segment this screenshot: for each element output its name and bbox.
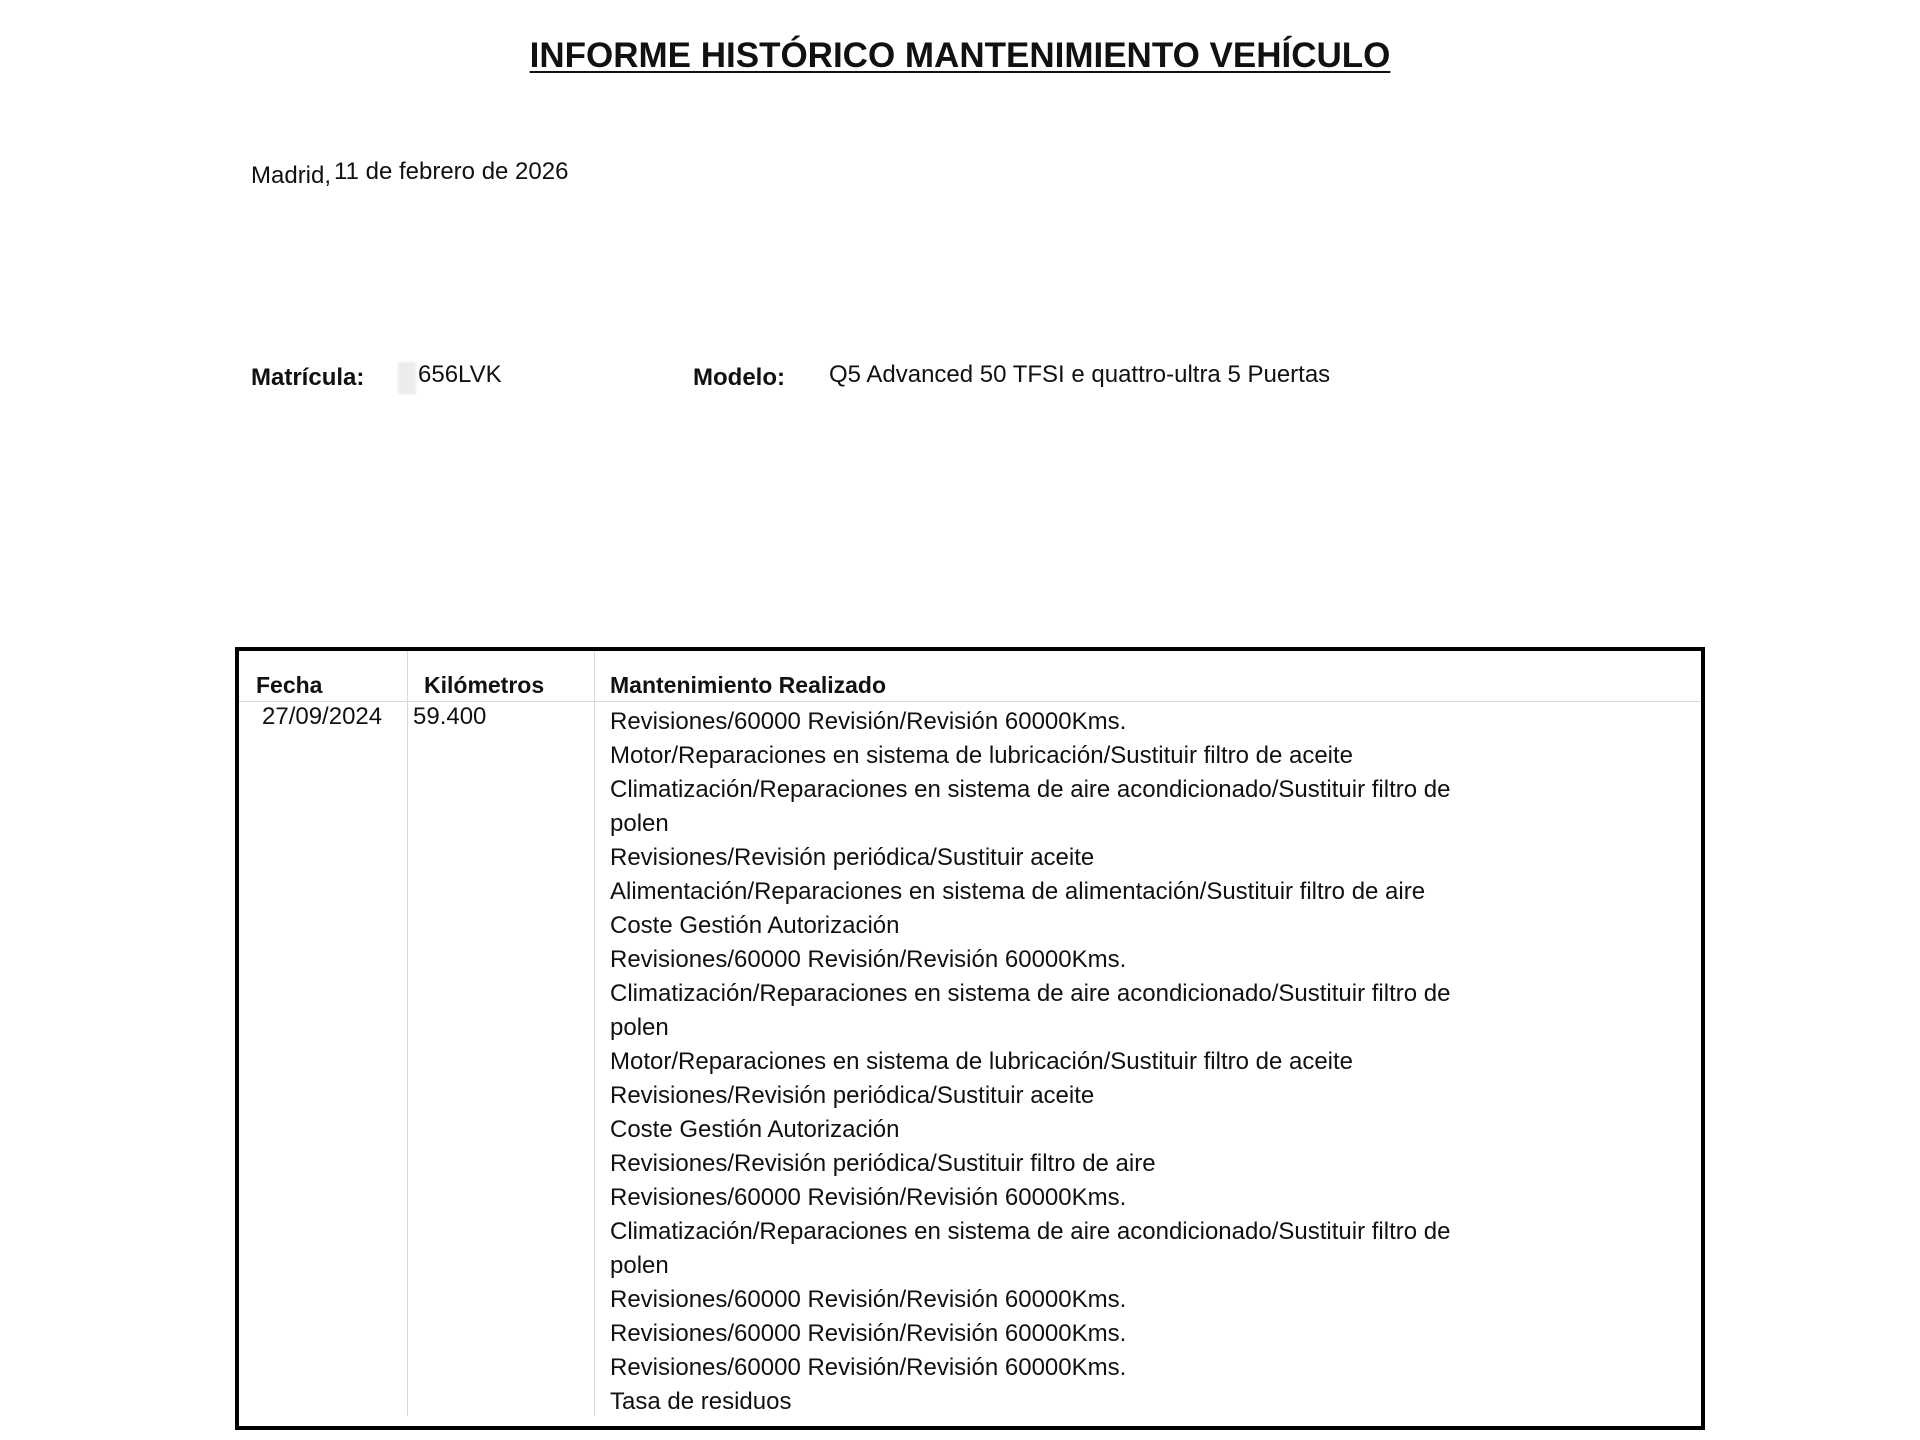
maintenance-line: polen <box>610 1014 669 1041</box>
column-divider-km <box>594 651 595 1416</box>
report-title: INFORME HISTÓRICO MANTENIMIENTO VEHÍCULO <box>529 36 1391 75</box>
header-divider <box>239 701 1701 702</box>
maintenance-line: Motor/Reparaciones en sistema de lubricación/Sustituir filtro de aceite <box>610 1048 1354 1075</box>
maintenance-line: Revisiones/60000 Revisión/Revisión 60000Kms. <box>610 946 1127 973</box>
maintenance-line: Motor/Reparaciones en sistema de lubricación/Sustituir filtro de aceite <box>610 742 1354 769</box>
maintenance-table <box>235 647 1705 1430</box>
maintenance-line: Revisiones/60000 Revisión/Revisión 60000Kms. <box>610 1286 1127 1313</box>
maintenance-line: Revisiones/60000 Revisión/Revisión 60000Kms. <box>610 1320 1127 1347</box>
plate-redaction-mark <box>398 362 416 394</box>
model-value: Q5 Advanced 50 TFSI e quattro-ultra 5 Puertas <box>829 361 1331 388</box>
maintenance-line: Climatización/Reparaciones en sistema de aire acondicionado/Sustituir filtro de <box>610 1218 1451 1245</box>
maintenance-line: Coste Gestión Autorización <box>610 912 900 939</box>
row-km: 59.400 <box>413 703 487 730</box>
maintenance-list <box>610 705 1610 1419</box>
maintenance-line: Revisiones/60000 Revisión/Revisión 60000Kms. <box>610 1354 1127 1381</box>
place-and-date <box>251 158 569 189</box>
maintenance-line: Revisiones/Revisión periódica/Sustituir aceite <box>610 1082 1095 1109</box>
maintenance-line: Climatización/Reparaciones en sistema de aire acondicionado/Sustituir filtro de <box>610 980 1451 1007</box>
maintenance-line: Revisiones/60000 Revisión/Revisión 60000Kms. <box>610 1184 1127 1211</box>
maintenance-line: polen <box>610 810 669 837</box>
maintenance-line: polen <box>610 1252 669 1279</box>
column-header-date: Fecha <box>256 672 323 698</box>
model-label: Modelo: <box>693 364 785 391</box>
maintenance-line: Coste Gestión Autorización <box>610 1116 900 1143</box>
column-divider-date <box>407 651 408 1416</box>
maintenance-line: Tasa de residuos <box>610 1388 792 1415</box>
report-date: 11 de febrero de 2026 <box>334 158 569 185</box>
maintenance-line: Climatización/Reparaciones en sistema de aire acondicionado/Sustituir filtro de <box>610 776 1451 803</box>
maintenance-line: Revisiones/60000 Revisión/Revisión 60000Kms. <box>610 708 1127 735</box>
column-header-maintenance: Mantenimiento Realizado <box>610 672 887 698</box>
maintenance-line: Revisiones/Revisión periódica/Sustituir filtro de aire <box>610 1150 1156 1177</box>
column-header-km: Kilómetros <box>424 672 545 698</box>
row-date: 27/09/2024 <box>262 703 383 730</box>
maintenance-line: Alimentación/Reparaciones en sistema de alimentación/Sustituir filtro de aire <box>610 878 1426 905</box>
plate-value: 656LVK <box>418 361 502 388</box>
plate-label: Matrícula: <box>251 364 365 391</box>
report-city: Madrid, <box>251 162 332 189</box>
maintenance-line: Revisiones/Revisión periódica/Sustituir aceite <box>610 844 1095 871</box>
